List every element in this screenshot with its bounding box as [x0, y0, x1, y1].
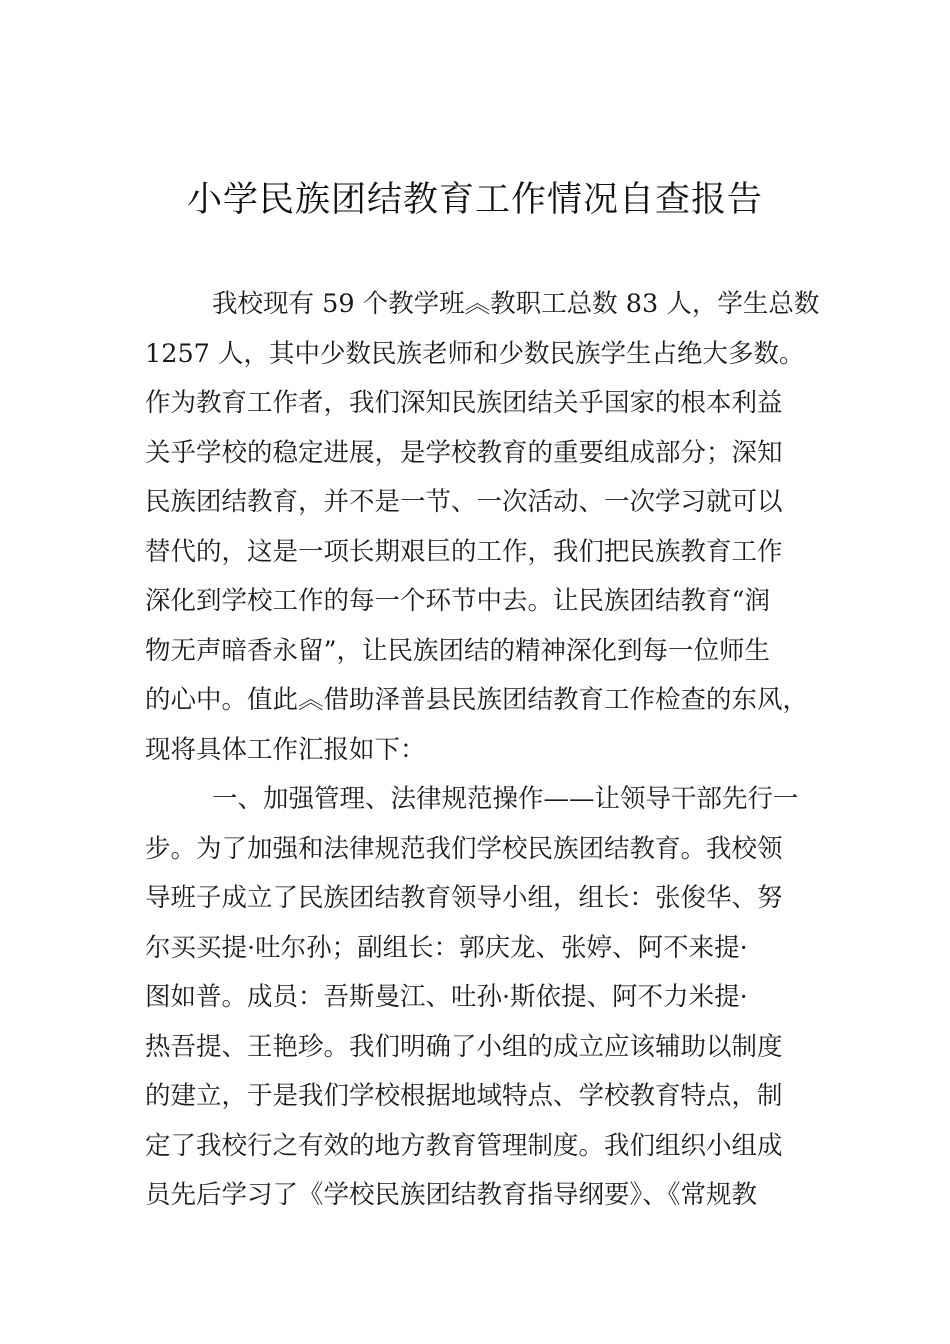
paragraph-line: 步。为了加强和法律规范我们学校民族团结教育。我校领: [145, 833, 783, 864]
document-title: 小学民族团结教育工作情况自查报告: [186, 180, 763, 220]
paragraph-line: 作为教育工作者，我们深知民族团结关乎国家的根本利益: [145, 388, 783, 418]
paragraph-line: 1257 人，其中少数民族老师和少数民族学生占绝大多数。: [145, 338, 805, 369]
paragraph-line: 的心中。值此︽借助泽普县民族团结教育工作检查的东风，: [145, 685, 809, 715]
paragraph-line: 物无声暗香永留”，让民族团结的精神深化到每一位师生: [145, 635, 771, 666]
paragraph-line: 图如普。成员：吾斯曼江、吐孙·斯依提、阿不力米提·: [145, 982, 748, 1012]
paragraph-line: 热吾提、王艳珍。我们明确了小组的成立应该辅助以制度: [145, 1031, 783, 1062]
paragraph-line: 我校现有 59 个教学班︽教职工总数 83 人，学生总数: [212, 289, 820, 319]
paragraph-line: 定了我校行之有效的地方教育管理制度。我们组织小组成: [145, 1130, 783, 1161]
paragraph-line: 员先后学习了《学校民族团结教育指导纲要》、《常规教: [145, 1180, 758, 1210]
paragraph-line: 的建立，于是我们学校根据地域特点、学校教育特点，制: [145, 1081, 783, 1111]
paragraph-line: 替代的，这是一项长期艰巨的工作，我们把民族教育工作: [145, 536, 783, 567]
paragraph-line: 深化到学校工作的每一个环节中去。让民族团结教育“润: [145, 586, 771, 616]
paragraph-line: 关乎学校的稳定进展，是学校教育的重要组成部分；深知: [145, 437, 783, 468]
document-body: [145, 280, 820, 1221]
paragraph-line: 尔买买提·吐尔孙；副组长：郭庆龙、张婷、阿不来提·: [145, 932, 748, 963]
paragraph-line: 导班子成立了民族团结教育领导小组，组长：张俊华、努: [145, 883, 783, 913]
paragraph-line: 一、加强管理、法律规范操作——让领导干部先行一: [212, 784, 799, 814]
paragraph-line: 现将具体工作汇报如下：: [145, 734, 426, 765]
paragraph-line: 民族团结教育，并不是一节、一次活动、一次学习就可以: [145, 487, 783, 517]
